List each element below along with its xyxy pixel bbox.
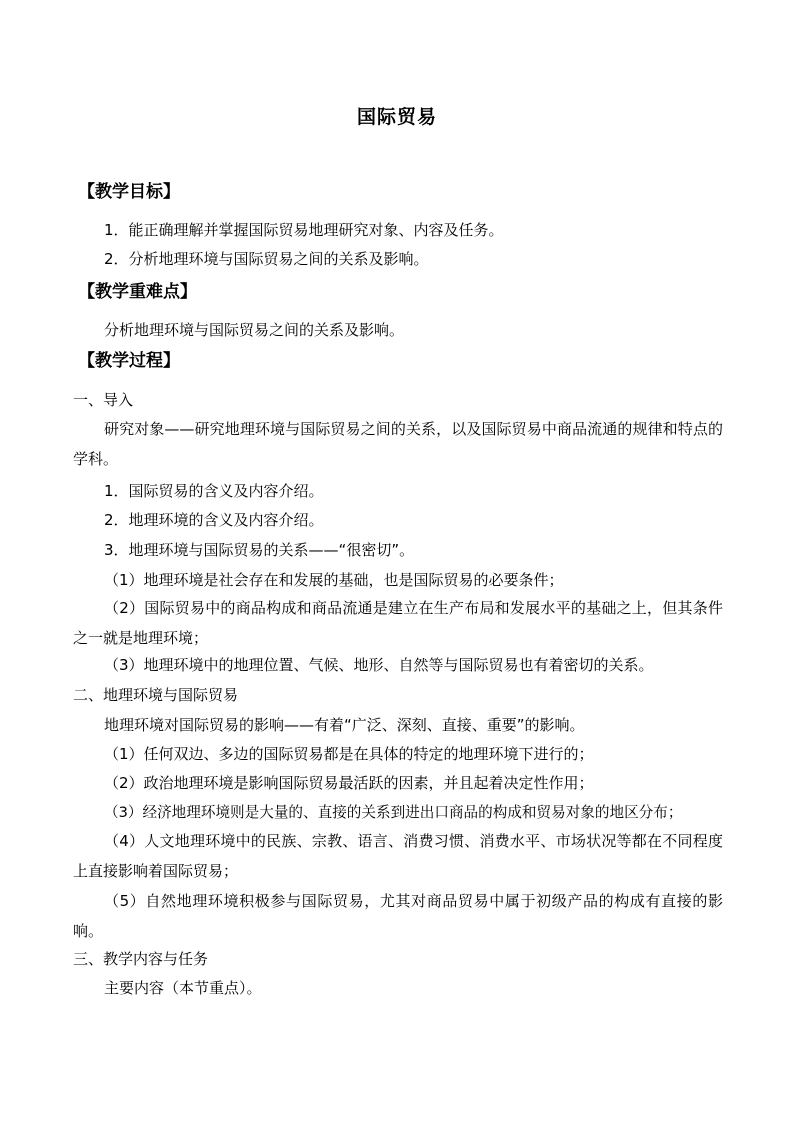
part2-title: 二、地理环境与国际贸易 bbox=[73, 686, 239, 704]
process-heading: 【教学过程】 bbox=[78, 351, 180, 371]
part1-item-1: 1．国际贸易的含义及内容介绍。 bbox=[104, 482, 324, 500]
objective-item-2: 2．分析地理环境与国际贸易之间的关系及影响。 bbox=[104, 250, 429, 268]
part2-intro: 地理环境对国际贸易的影响——有着“广泛、深刻、直接、重要”的影响。 bbox=[104, 716, 585, 734]
part2-subitem-2: （2）政治地理环境是影响国际贸易最活跃的因素，并且起着决定性作用； bbox=[104, 774, 594, 792]
part1-item-2: 2．地理环境的含义及内容介绍。 bbox=[104, 511, 324, 529]
part3-title: 三、教学内容与任务 bbox=[73, 950, 209, 968]
part1-intro: 研究对象——研究地理环境与国际贸易之间的关系，以及国际贸易中商品流通的规律和特点的学科。 bbox=[73, 420, 723, 468]
part1-subitem-3: （3）地理环境中的地理位置、气候、地形、自然等与国际贸易也有着密切的关系。 bbox=[104, 656, 654, 674]
key-points-text: 分析地理环境与国际贸易之间的关系及影响。 bbox=[104, 321, 405, 339]
part1-subitem-2: （2）国际贸易中的商品构成和商品流通是建立在生产布局和发展水平的基础之上，但其条件之一就是地理环境； bbox=[73, 599, 723, 647]
part2-subitem-5: （5）自然地理环境积极参与国际贸易，尤其对商品贸易中属于初级产品的构成有直接的影响。 bbox=[73, 892, 723, 940]
part1-subitem-1: （1）地理环境是社会存在和发展的基础，也是国际贸易的必要条件； bbox=[104, 571, 564, 589]
part3-text: 主要内容（本节重点）。 bbox=[104, 979, 262, 997]
part1-item-3: 3．地理环境与国际贸易的关系——“很密切”。 bbox=[104, 541, 415, 559]
objective-item-1: 1．能正确理解并掌握国际贸易地理研究对象、内容及任务。 bbox=[104, 221, 504, 239]
objectives-heading: 【教学目标】 bbox=[78, 182, 180, 202]
document-title: 国际贸易 bbox=[356, 106, 437, 128]
key-points-heading: 【教学重难点】 bbox=[78, 282, 197, 302]
part2-subitem-4: （4）人文地理环境中的民族、宗教、语言、消费习惯、消费水平、市场状况等都在不同程度上直接影响着国际贸易； bbox=[73, 832, 723, 880]
part2-subitem-3: （3）经济地理环境则是大量的、直接的关系到进出口商品的构成和贸易对象的地区分布； bbox=[104, 804, 683, 821]
part1-title: 一、导入 bbox=[73, 391, 134, 409]
part2-subitem-1: （1）任何双边、多边的国际贸易都是在具体的特定的地理环境下进行的； bbox=[104, 745, 594, 763]
